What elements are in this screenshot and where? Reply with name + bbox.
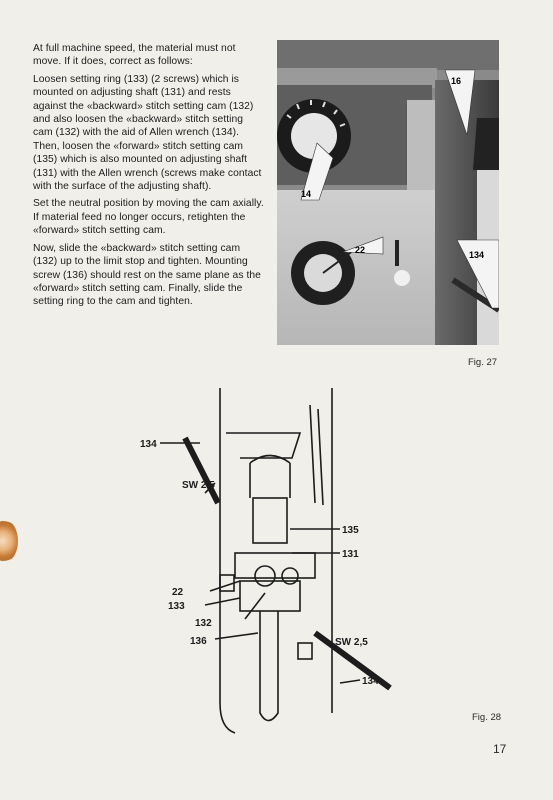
callout-134: 134 — [469, 250, 485, 260]
label-sw-bottom: SW 2,5 — [335, 637, 368, 648]
paragraph-intro: At full machine speed, the material must not move. If it does, correct as follows: — [33, 43, 236, 68]
callout-14: 14 — [301, 189, 312, 199]
page-number: 17 — [493, 742, 507, 756]
fig-28-caption: Fig. 28 — [472, 712, 502, 723]
label-133: 133 — [168, 601, 185, 612]
label-136: 136 — [190, 636, 207, 647]
paragraph-loosen: Loosen setting ring (133) (2 screws) which is mounted on adjusting shaft (131) and rests against the «backward» stitch setting cam (132) and also loosen the «backward» stitch setting cam (132) with the aid of Allen wrench (134). Then, loosen the «forward» stitch setting cam (135) which is also mounted on adjusting shaft (131) with the Allen wrench (screws make contact with the surface of the adjusting shaft). — [33, 73, 262, 193]
technical-drawing — [140, 383, 440, 738]
callout-16: 16 — [451, 76, 462, 86]
label-22: 22 — [172, 587, 184, 598]
figure-27-photo — [277, 40, 499, 345]
label-sw-top: SW 2,5 — [182, 480, 215, 491]
paper-stain — [0, 520, 18, 562]
callout-22: 22 — [355, 245, 366, 255]
fig-27-caption: Fig. 27 — [468, 357, 498, 368]
label-131: 131 — [342, 549, 359, 560]
label-132: 132 — [195, 618, 212, 629]
machine-photo — [277, 40, 499, 345]
label-134-bottom: 134 — [362, 676, 379, 687]
instruction-text — [33, 42, 265, 313]
figure-28-drawing — [140, 383, 440, 738]
label-135: 135 — [342, 525, 359, 536]
paragraph-neutral: Set the neutral position by moving the cam axially. If material feed no longer occurs, retighten the «forward» stitch setting cam. — [33, 198, 264, 237]
label-134-top: 134 — [140, 439, 157, 450]
paragraph-slide: Now, slide the «backward» stitch setting cam (132) up to the limit stop and tighten. Mounting screw (136) should rest on the same plane as the «forward» stitch setting cam. Finally, slide the setting ring to the cam and tighten. — [33, 242, 261, 308]
